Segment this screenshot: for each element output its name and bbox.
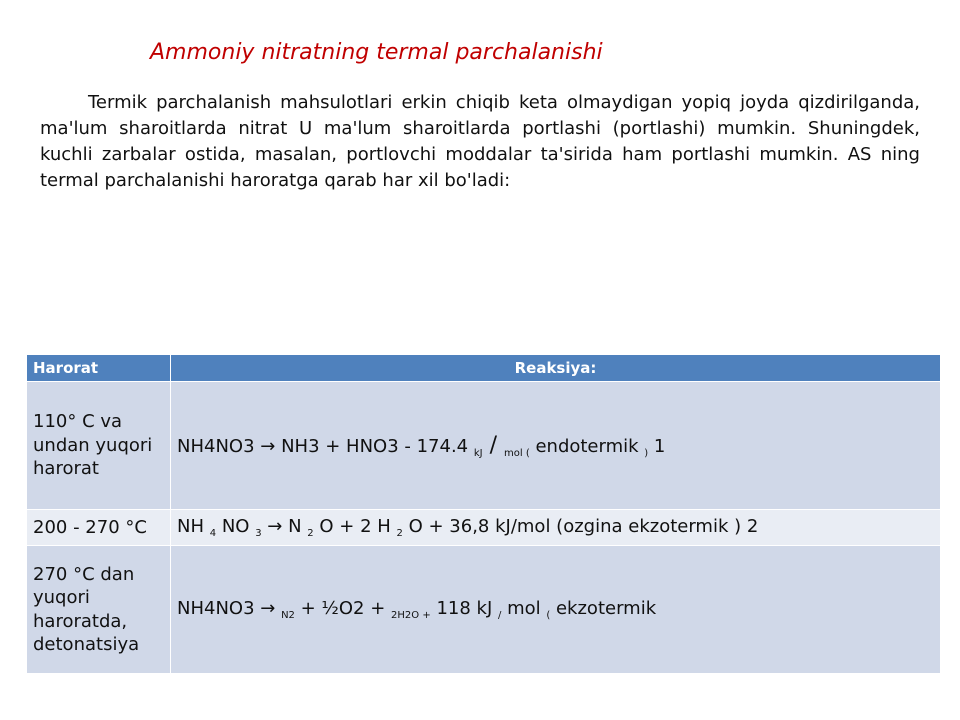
reaction-subscript: 2 [307,528,314,539]
reaction-text: → N [261,516,308,537]
reaction-subscript: N2 [281,610,295,621]
reaction-cell [171,546,941,674]
reaction-text: NH [177,516,210,537]
reaction-subscript: 2 [396,528,403,539]
reaction-subscript: mol ( [504,447,530,459]
reaction-subscript: kJ [473,447,483,459]
temperature-cell: 200 - 270 °C [27,510,171,546]
reaction-cell [171,382,941,510]
table-header-row [27,355,941,382]
reaction-text: NO [216,516,256,537]
temperature-cell: 110° C va undan yuqori harorat [27,382,171,510]
header-temperature: Harorat [27,355,171,382]
header-reaction: Reaksiya: [171,355,941,382]
reaction-text: NH4NO3 → [177,598,282,619]
reaction-text: + ½O2 + [294,598,392,619]
intro-paragraph: Termik parchalanish mahsulotlari erkin chiqib keta olmaydigan yopiq joyda qizdirilganda, ma'lum sharoitlarda nitrat U ma'lum sharoitlarda portlashi (portlashi) mumkin. Shuningdek, kuchli zarbalar ostida, masalan, portlovchi moddalar ta'sirida ham portlashi mumkin. AS ning termal parchalanishi haroratga qarab har xil bo'ladi: [40,92,920,192]
table-row [27,510,941,546]
reaction-text: 118 kJ [430,598,498,619]
temperature-cell: 270 °C dan yuqori haroratda, detonatsiya [27,546,171,674]
reaction-subscript: 2H2O + [391,610,431,621]
reaction-text: endotermik [529,435,645,457]
page-title: Ammoniy nitratning termal parchalanishi [150,40,603,65]
reaction-text: NH4NO3 → NH3 + HNO3 - 174.4 [177,435,474,457]
reaction-text: mol [501,598,547,619]
reaction-text: O + 36,8 kJ/mol (ozgina ekzotermik ) 2 [402,516,759,537]
reaction-cell [171,510,941,546]
reaction-subscript: ) [644,447,649,459]
reaction-text: / [482,432,505,458]
reaction-subscript: 3 [255,528,262,539]
table-row [27,382,941,510]
reaction-table [26,354,941,674]
reaction-text: 1 [648,435,666,457]
reaction-text: O + 2 H [313,516,397,537]
reaction-subscript: ( [546,610,551,621]
reaction-subscript: 4 [209,528,217,539]
reaction-text: ekzotermik [550,598,657,619]
table-row [27,546,941,674]
reaction-subscript: / [497,610,502,621]
